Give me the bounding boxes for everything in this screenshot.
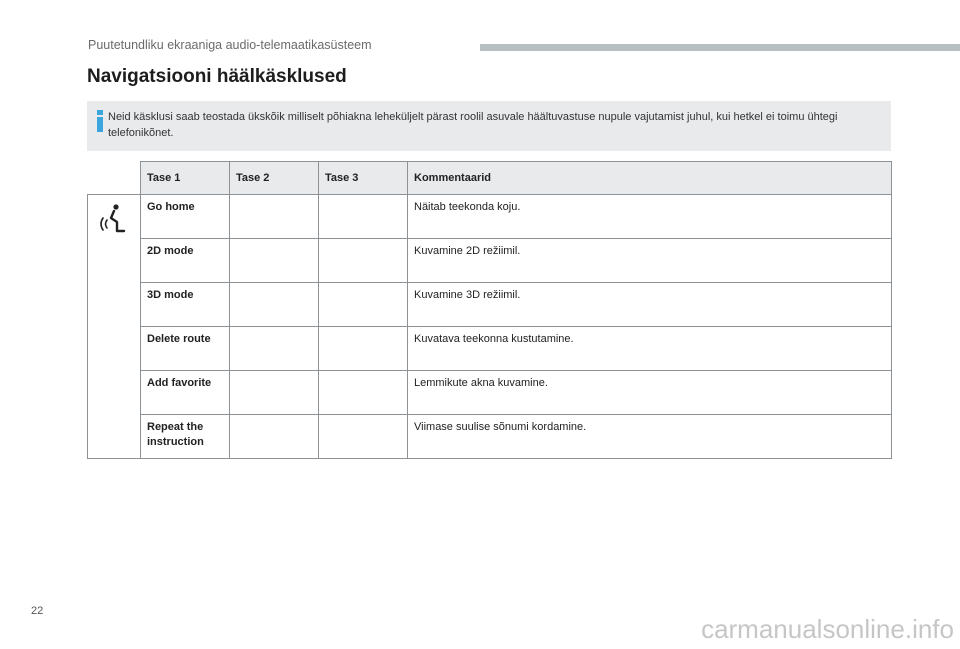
voice-commands-table <box>87 161 892 459</box>
page-title: Navigatsiooni häälkäsklused <box>87 66 347 87</box>
comment-cell: Kuvatava teekonna kustutamine. <box>408 327 892 371</box>
table-header-row <box>88 162 892 195</box>
level3-cell <box>319 283 408 327</box>
level1-cell: Add favorite <box>141 371 230 415</box>
info-note-text: Neid käsklusi saab teostada ükskõik milliselt põhiakna leheküljelt pärast roolil asuvale häältuvastuse nupule vajutamist juhul, kui hetkel ei toimu ühtegi telefonikõnet. <box>108 111 838 139</box>
comment-cell: Näitab teekonda koju. <box>408 195 892 239</box>
level2-cell <box>230 283 319 327</box>
level2-cell <box>230 195 319 239</box>
table-row <box>88 327 892 371</box>
level3-cell <box>319 195 408 239</box>
table-header-cell: Tase 3 <box>319 162 408 195</box>
comment-cell: Viimase suulise sõnumi kordamine. <box>408 415 892 459</box>
level1-cell: Go home <box>141 195 230 239</box>
level1-cell: 2D mode <box>141 239 230 283</box>
comment-cell: Kuvamine 2D režiimil. <box>408 239 892 283</box>
level2-cell <box>230 327 319 371</box>
comment-cell: Lemmikute akna kuvamine. <box>408 371 892 415</box>
header-bar <box>480 44 960 51</box>
level1-cell: 3D mode <box>141 283 230 327</box>
table-row <box>88 195 892 239</box>
table-row <box>88 283 892 327</box>
table-row <box>88 415 892 459</box>
level2-cell <box>230 415 319 459</box>
table-row <box>88 371 892 415</box>
level3-cell <box>319 371 408 415</box>
level3-cell <box>319 415 408 459</box>
section-header: Puutetundliku ekraaniga audio-telemaatikasüsteem <box>88 38 372 52</box>
comment-cell: Kuvamine 3D režiimil. <box>408 283 892 327</box>
level2-cell <box>230 371 319 415</box>
page-number: 22 <box>31 605 44 617</box>
level3-cell <box>319 327 408 371</box>
table-row <box>88 239 892 283</box>
icon-cell <box>88 195 141 459</box>
table-header-blank <box>88 162 141 195</box>
table-header-cell: Tase 1 <box>141 162 230 195</box>
info-icon <box>96 110 104 132</box>
voice-command-icon <box>100 203 128 237</box>
level1-cell: Delete route <box>141 327 230 371</box>
table-header-cell: Kommentaarid <box>408 162 892 195</box>
level1-cell: Repeat the instruction <box>141 415 230 459</box>
watermark: carmanualsonline.info <box>701 614 954 644</box>
level2-cell <box>230 239 319 283</box>
level3-cell <box>319 239 408 283</box>
info-note <box>87 101 891 151</box>
table-header-cell: Tase 2 <box>230 162 319 195</box>
